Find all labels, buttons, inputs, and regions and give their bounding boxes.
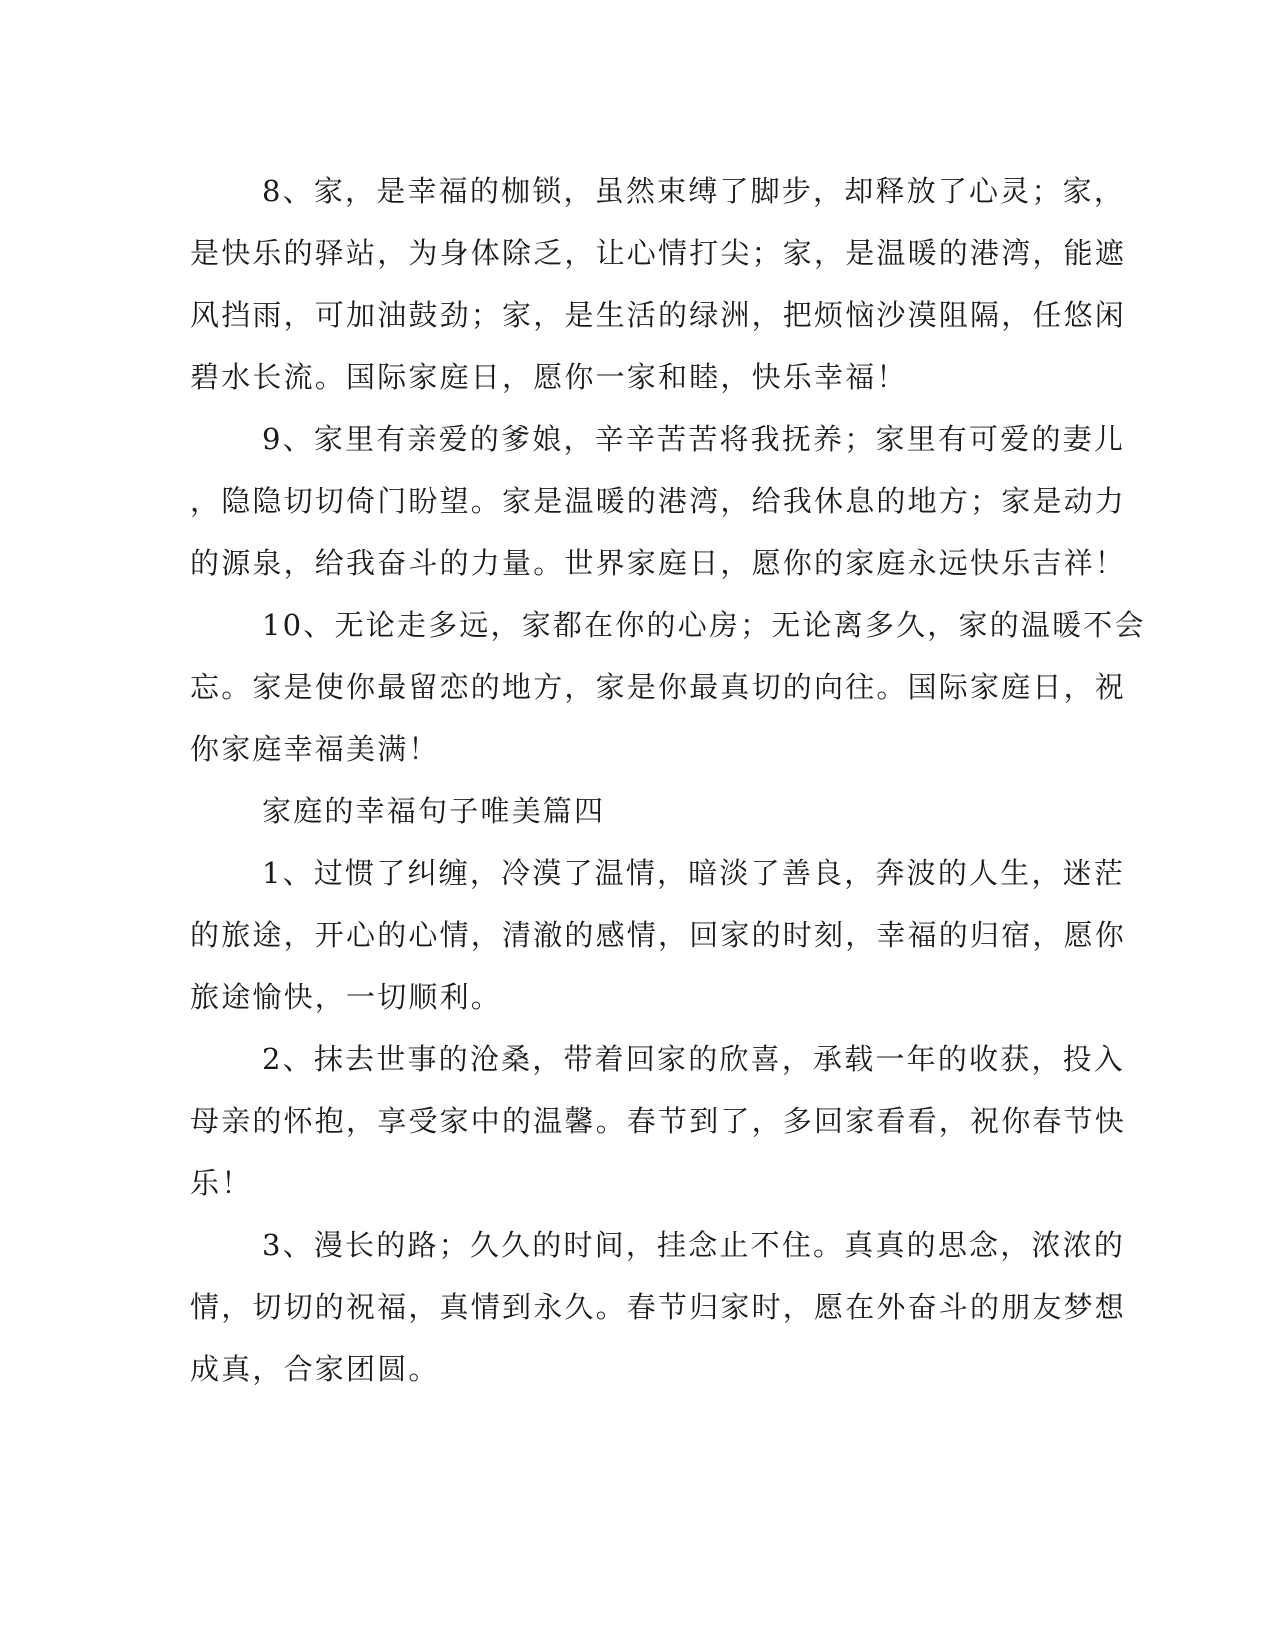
text-line: 碧水长流。国际家庭日，愿你一家和睦，快乐幸福！ — [190, 360, 908, 394]
text-line: 情，切切的祝福，真情到永久。春节归家时，愿在外奋斗的朋友梦想 — [190, 1290, 1127, 1324]
text-line: ，隐隐切切倚门盼望。家是温暖的港湾，给我休息的地方；家是动力 — [190, 484, 1127, 518]
text-line: 乐！ — [190, 1166, 253, 1200]
text-line: 忘。家是使你最留恋的地方，家是你最真切的向往。国际家庭日，祝 — [190, 670, 1127, 704]
text-line: 2、抹去世事的沧桑，带着回家的欣喜，承载一年的收获，投入 — [262, 1042, 1126, 1076]
text-line: 9、家里有亲爱的爹娘，辛辛苦苦将我抚养；家里有可爱的妻儿 — [262, 422, 1126, 456]
text-line: 旅途愉快，一切顺利。 — [190, 980, 503, 1014]
document-body — [190, 160, 1146, 1400]
text-line: 8、家，是幸福的枷锁，虽然束缚了脚步，却释放了心灵；家， — [262, 174, 1126, 208]
text-line: 3、漫长的路；久久的时间，挂念止不住。真真的思念，浓浓的 — [262, 1228, 1126, 1262]
text-line: 的旅途，开心的心情，清澈的感情，回家的时刻，幸福的归宿，愿你 — [190, 918, 1127, 952]
text-line: 你家庭幸福美满！ — [190, 732, 440, 766]
section-heading: 家庭的幸福句子唯美篇四 — [262, 794, 606, 828]
text-line: 成真，合家团圆。 — [190, 1352, 440, 1386]
text-line: 母亲的怀抱，享受家中的温馨。春节到了，多回家看看，祝你春节快 — [190, 1104, 1127, 1138]
text-line: 10、无论走多远，家都在你的心房；无论离多久，家的温暖不会 — [262, 608, 1146, 642]
text-line: 的源泉，给我奋斗的力量。世界家庭日，愿你的家庭永远快乐吉祥！ — [190, 546, 1127, 580]
text-line: 1、过惯了纠缠，冷漠了温情，暗淡了善良，奔波的人生，迷茫 — [262, 856, 1126, 890]
text-line: 是快乐的驿站，为身体除乏，让心情打尖；家，是温暖的港湾，能遮 — [190, 236, 1127, 270]
text-line: 风挡雨，可加油鼓劲；家，是生活的绿洲，把烦恼沙漠阻隔，任悠闲 — [190, 298, 1127, 332]
